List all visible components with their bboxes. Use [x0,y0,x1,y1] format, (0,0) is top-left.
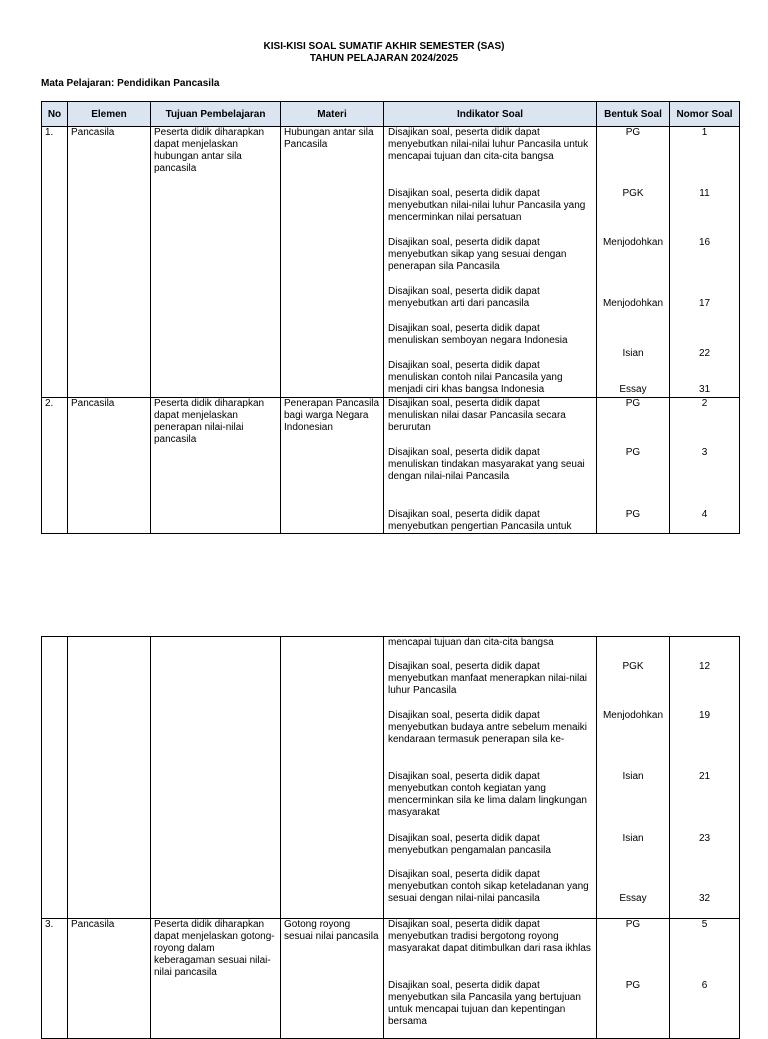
subject-label: Mata Pelajaran: Pendidikan Pancasila [41,78,220,89]
row-materi: Hubungan antar sila Pancasila [281,127,384,398]
bentuk-item: Isian [622,348,644,359]
row-tujuan: Peserta didik diharapkan dapat menjelaskan penerapan nilai-nilai pancasila [151,398,281,534]
indikator-item: Disajikan soal, peserta didik dapat menyebutkan sikap yang sesuai dengan penerapan sila Pancasila [388,237,567,272]
header-elemen: Elemen [68,102,151,127]
row-indikator-cell [384,127,597,398]
nomor-item: 3 [701,447,708,458]
indikator-item: Disajikan soal, peserta didik dapat menuliskan tindakan masyarakat yang seuai dengan nilai-nilai Pancasila [388,447,585,482]
row-tujuan: Peserta didik diharapkan dapat menjelaskan gotong-royong dalam keberagaman sesuai nilai-nilai pancasila [151,919,281,1039]
bentuk-item: Menjodohkan [602,298,664,309]
row-elemen: Pancasila [68,919,151,1039]
row-materi: Gotong royong sesuai nilai pancasila [281,919,384,1039]
row-number: 2. [42,398,68,534]
row-indikator-cell [384,919,597,1039]
row-indikator-cell [384,637,597,919]
nomor-item: 31 [698,384,711,395]
nomor-item: 12 [698,661,711,672]
indikator-item: Disajikan soal, peserta didik dapat menyebutkan pengertian Pancasila untuk [388,509,572,532]
indikator-item: Disajikan soal, peserta didik dapat menuliskan contoh nilai Pancasila yang menjadi ciri khas bangsa Indonesia [388,360,563,395]
bentuk-item: Menjodohkan [602,710,664,721]
nomor-item: 16 [698,237,711,248]
row-materi: Penerapan Pancasila bagi warga Negara Indonesian [281,398,384,534]
bentuk-item: Isian [622,771,644,782]
header-bentuk: Bentuk Soal [597,102,670,127]
header-nomor: Nomor Soal [670,102,740,127]
nomor-item: 32 [698,893,711,904]
nomor-item: 21 [698,771,711,782]
bentuk-item: PGK [622,188,644,199]
row-number: 1. [42,127,68,398]
row-materi [281,637,384,919]
bentuk-item: PG [625,398,641,409]
indikator-item: Disajikan soal, peserta didik dapat menyebutkan pengamalan pancasila [388,833,551,856]
nomor-item: 19 [698,710,711,721]
kisi-table-page-1 [41,101,740,534]
nomor-item: 6 [701,980,708,991]
indikator-item: Disajikan soal, peserta didik dapat menyebutkan nilai-nilai luhur Pancasila untuk mencapai tujuan dan cita-cita bangsa [388,127,589,162]
indikator-item: Disajikan soal, peserta didik dapat menyebutkan nilai-nilai luhur Pancasila yang mencerminkan nilai persatuan [388,188,586,223]
nomor-item: 23 [698,833,711,844]
table-row [42,127,740,398]
row-nomor-cell [670,127,740,398]
row-elemen: Pancasila [68,127,151,398]
bentuk-item: PG [625,127,641,138]
row-number [42,637,68,919]
row-nomor-cell [670,919,740,1039]
nomor-item: 5 [701,919,708,930]
row-bentuk-cell [597,398,670,534]
header-no: No [42,102,68,127]
bentuk-item: PG [625,919,641,930]
row-number: 3. [42,919,68,1039]
indikator-item: Disajikan soal, peserta didik dapat menyebutkan contoh sikap keteladanan yang sesuai dengan nilai-nilai pancasila [388,869,589,904]
bentuk-item: PGK [622,661,644,672]
bentuk-item: Essay [619,384,647,395]
nomor-item: 1 [701,127,708,138]
row-bentuk-cell [597,637,670,919]
row-elemen: Pancasila [68,398,151,534]
indikator-item: Disajikan soal, peserta didik dapat menyebutkan sila Pancasila yang bertujuan untuk mencapai tujuan dan kepentingan bersama [388,980,581,1027]
row-nomor-cell [670,637,740,919]
indikator-item: Disajikan soal, peserta didik dapat menuliskan nilai dasar Pancasila secara berurutan [388,398,566,433]
document-subtitle: TAHUN PELAJARAN 2024/2025 [309,53,459,64]
bentuk-item: PG [625,509,641,520]
bentuk-item: PG [625,980,641,991]
table-row [42,637,740,919]
header-indikator: Indikator Soal [384,102,597,127]
row-nomor-cell [670,398,740,534]
indikator-item: Disajikan soal, peserta didik dapat menyebutkan manfaat menerapkan nilai-nilai luhur Pancasila [388,661,588,696]
kisi-table-page-2 [41,636,740,1039]
bentuk-item: Isian [622,833,644,844]
table-row [42,919,740,1039]
bentuk-item: Essay [619,893,647,904]
table-row [42,398,740,534]
row-elemen [68,637,151,919]
header-materi: Materi [281,102,384,127]
indikator-item: Disajikan soal, peserta didik dapat menyebutkan contoh kegiatan yang mencerminkan sila ke lima dalam lingkungan masyarakat [388,771,587,818]
indikator-item: mencapai tujuan dan cita-cita bangsa [388,637,554,648]
nomor-item: 11 [699,188,710,199]
indikator-item: Disajikan soal, peserta didik dapat menyebutkan tradisi bergotong royong masyarakat dapat ditimbulkan dari rasa ikhlas [388,919,591,954]
nomor-item: 17 [698,298,711,309]
header-tujuan: Tujuan Pembelajaran [151,102,281,127]
table-header-row [42,102,740,127]
bentuk-item: Menjodohkan [602,237,664,248]
row-tujuan [151,637,281,919]
nomor-item: 22 [698,348,711,359]
nomor-item: 2 [701,398,708,409]
indikator-item: Disajikan soal, peserta didik dapat menyebutkan arti dari pancasila [388,286,540,309]
bentuk-item: PG [625,447,641,458]
row-tujuan: Peserta didik diharapkan dapat menjelaskan hubungan antar sila pancasila [151,127,281,398]
document-title: KISI-KISI SOAL SUMATIF AKHIR SEMESTER (SAS) [263,41,505,52]
indikator-item: Disajikan soal, peserta didik dapat menuliskan semboyan negara Indonesia [388,323,568,346]
row-indikator-cell [384,398,597,534]
nomor-item: 4 [701,509,708,520]
row-bentuk-cell [597,919,670,1039]
row-bentuk-cell [597,127,670,398]
indikator-item: Disajikan soal, peserta didik dapat menyebutkan budaya antre sebelum menaiki kendaraan termasuk penerapan sila ke- [388,710,588,745]
